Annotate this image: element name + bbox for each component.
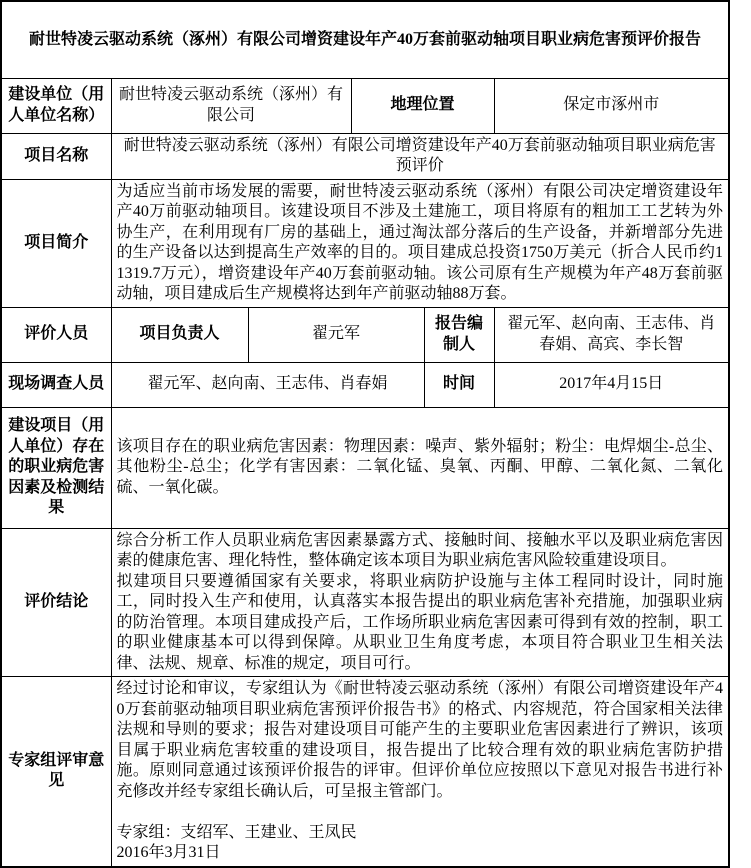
conclusion-paragraph-1: 综合分析工作人员职业病危害因素暴露方式、接触时间、接触水平以及职业病危害因素的健康危害、理化特性，整体确定该本项目为职业病危害风险较重建设项目。 (116, 531, 724, 569)
location-value: 保定市涿州市 (494, 78, 729, 133)
construction-unit-value: 耐世特凌云驱动系统（涿州）有限公司 (111, 78, 351, 133)
hazards-label: 建设项目（用人单位）存在的职业病危害因素及检测结果 (1, 407, 111, 528)
time-label: 时间 (424, 362, 494, 407)
project-name-label: 项目名称 (1, 133, 111, 179)
project-intro-value: 为适应当前市场发展的需要，耐世特凌云驱动系统（涿州）有限公司决定增资建设年产40万前驱动轴项目。该建设项目不涉及土建施工，项目将原有的粗加工工艺转为外协生产，在利用现有厂房的基础上，通过淘汰部分落后的生产设备，并新增部分先进的生产设备以达到提高生产效率的目的。项目建成总投资1750万美元（折合人民币约11319.7万元），增资建设年产40万套前驱动轴。该公司原有生产规模为年产48万套前驱动轴，项目建成后生产规模将达到年产前驱动轴88万套。 (111, 179, 729, 307)
report-title: 耐世特凌云驱动系统（涿州）有限公司增资建设年产40万套前驱动轴项目职业病危害预评价报告 (1, 1, 729, 78)
expert-review-label: 专家组评审意见 (1, 677, 111, 867)
location-label: 地理位置 (351, 78, 494, 133)
expert-group-members: 专家组：支绍军、王建业、王凤民 (116, 823, 357, 841)
site-survey-label: 现场调查人员 (1, 362, 111, 407)
time-value: 2017年4月15日 (494, 362, 729, 407)
blank-line (117, 802, 724, 823)
expert-review-paragraph: 经过讨论和审议，专家组认为《耐世特凌云驱动系统（涿州）有限公司增资建设年产40万套前驱动轴项目职业病危害预评价报告书》的格式、内容规范，符合国家相关法律法规和导则的要求；报告对建设项目可能产生的主要职业危害因素进行了辨识，该项目属于职业病危害较重的建设项目，报告提出了比较合理有效的职业病危害防护措施。原则同意通过该预评价报告的评审。但评价单位应按照以下意见对报告书进行补充修改并经专家组长确认后，可呈报主管部门。 (116, 680, 724, 800)
expert-review-cell (111, 677, 729, 867)
project-intro-label: 项目简介 (1, 179, 111, 307)
project-leader-label: 项目负责人 (111, 307, 248, 362)
conclusion-paragraph-2: 拟建项目只要遵循国家有关要求，将职业病防护设施与主体工程同时设计，同时施工，同时投入生产和使用，认真落实本报告提出的职业病危害补充措施，加强职业病的防治管理。本项目建成投产后，工作场所职业病危害因素可得到有效的控制，职工的职业健康基本可以得到保障。从职业卫生角度考虑，本项目符合职业卫生相关法律、法规、规章、标准的规定，项目可行。 (116, 572, 724, 672)
report-compilers-label: 报告编制人 (424, 307, 494, 362)
construction-unit-label: 建设单位（用人单位名称） (1, 78, 111, 133)
site-survey-value: 翟元军、赵向南、王志伟、肖春娟 (111, 362, 424, 407)
report-compilers-value: 翟元军、赵向南、王志伟、肖春娟、高宾、李长智 (494, 307, 729, 362)
expert-review-date: 2016年3月31日 (116, 844, 221, 861)
project-leader-value: 翟元军 (248, 307, 424, 362)
hazards-value: 该项目存在的职业病危害因素：物理因素：噪声、紫外辐射；粉尘：电焊烟尘-总尘、其他粉尘-总尘；化学有害因素：二氧化锰、臭氧、丙酮、甲醇、二氧化氮、二氧化硫、一氧化碳。 (111, 407, 729, 528)
conclusion-cell (111, 528, 729, 677)
conclusion-label: 评价结论 (1, 528, 111, 677)
project-name-value: 耐世特凌云驱动系统（涿州）有限公司增资建设年产40万套前驱动轴项目职业病危害预评价 (111, 133, 729, 179)
evaluators-label: 评价人员 (1, 307, 111, 362)
